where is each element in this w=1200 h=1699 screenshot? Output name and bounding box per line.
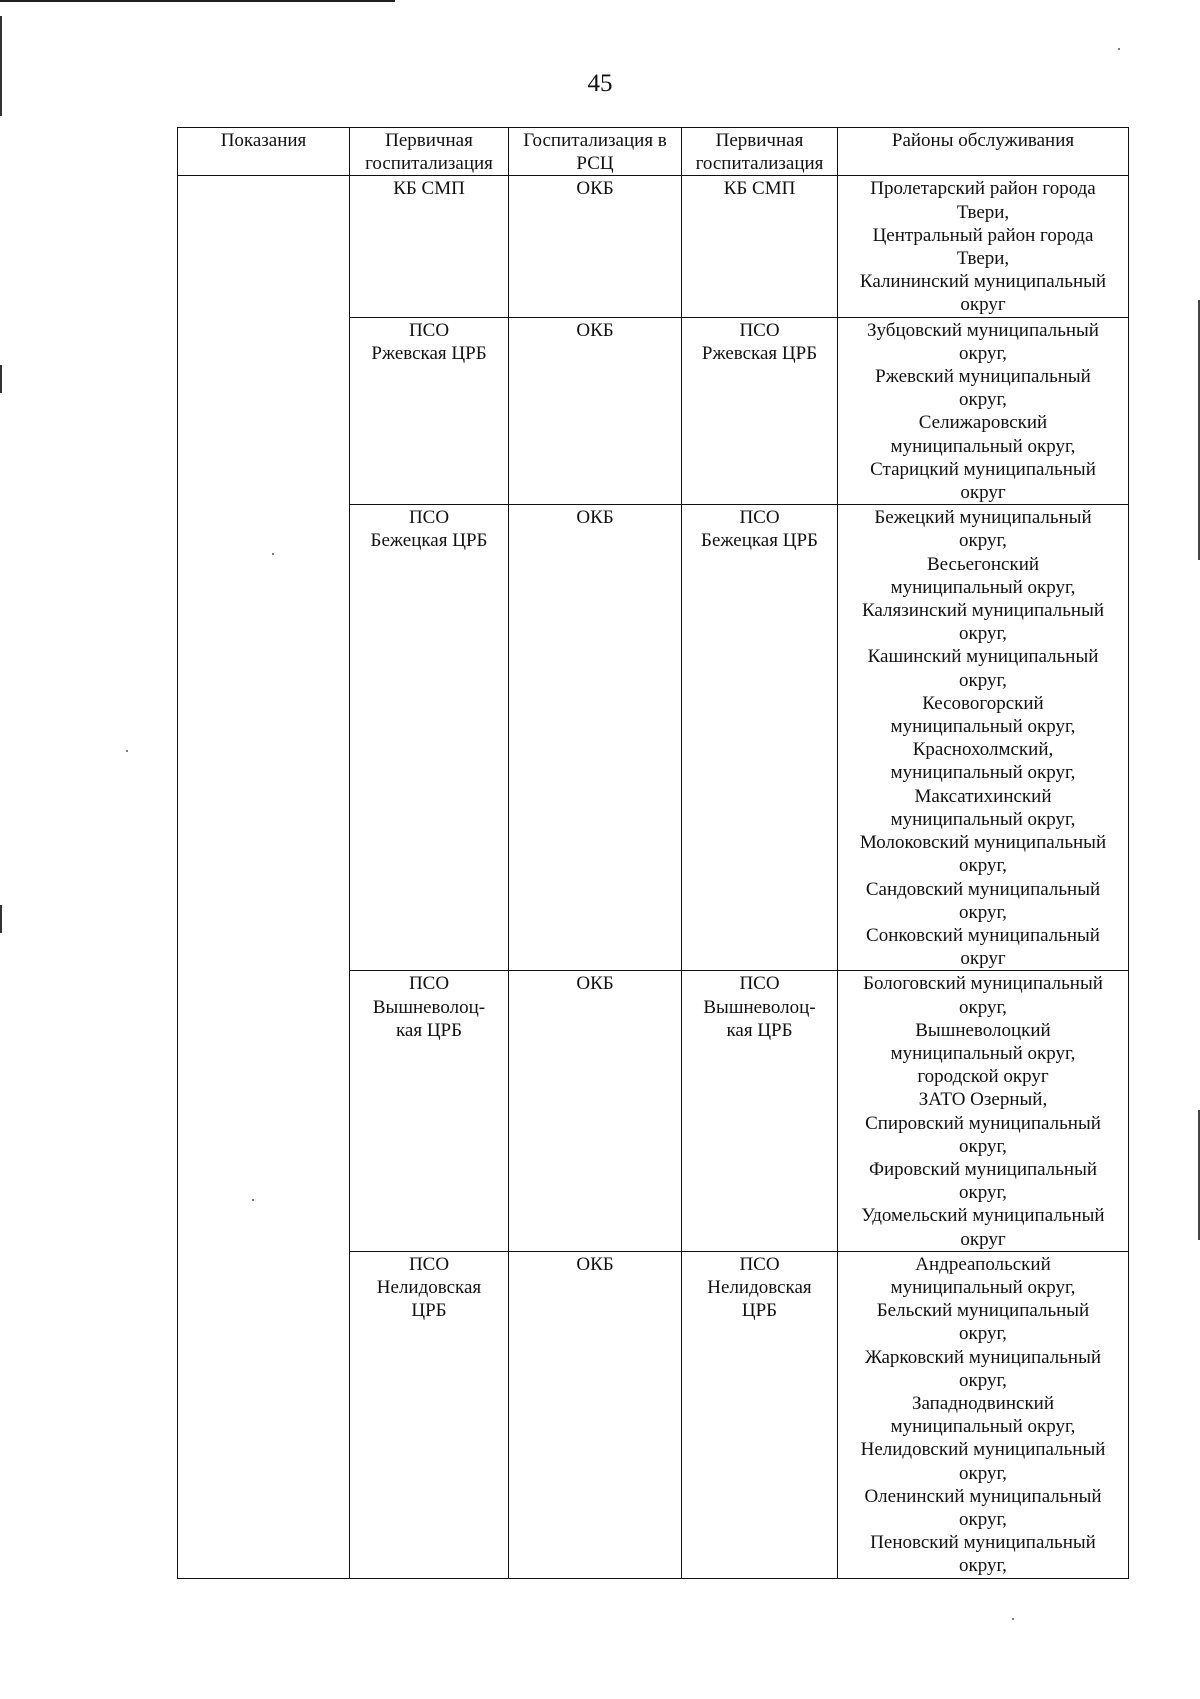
- page-number: 45: [587, 70, 613, 97]
- primary-cell-2: ПСО Бежецкая ЦРБ: [682, 505, 838, 971]
- primary-cell: ПСО Бежецкая ЦРБ: [350, 505, 509, 971]
- scan-dust: [126, 750, 128, 752]
- scan-dust: [1012, 1618, 1014, 1620]
- scan-artifact-left-edge: [0, 905, 2, 933]
- primary-cell-2: ПСО Вышневолоц- кая ЦРБ: [682, 971, 838, 1251]
- primary-cell-2: КБ СМП: [682, 176, 838, 317]
- primary-cell: КБ СМП: [350, 176, 509, 317]
- districts-cell: Зубцовский муниципальный округ, Ржевский муниципальный округ, Селижаровский муниципальный округ, Старицкий муниципальный округ: [838, 317, 1129, 505]
- scan-artifact-top-line: [0, 0, 395, 2]
- districts-cell: Бежецкий муниципальный округ, Весьегонский муниципальный округ, Калязинский муниципальный округ, Кашинский муниципальный округ, Кесовогорский муниципальный округ, Краснохолмский, муниципальный округ, Максатихинский муниципальный округ, Молоковский муниципальный округ, Сандовский муниципальный округ, Сонковский муниципальный округ: [838, 505, 1129, 971]
- rsc-cell: ОКБ: [509, 505, 682, 971]
- indication-cell: [178, 176, 350, 1578]
- primary-cell: ПСО Вышневолоц- кая ЦРБ: [350, 971, 509, 1251]
- header-indications: Показания: [178, 128, 350, 176]
- header-primary-hospitalization: Первичная госпитализация: [350, 128, 509, 176]
- table-row: [178, 176, 1129, 317]
- scan-artifact-left-edge: [0, 365, 2, 393]
- rsc-cell: ОКБ: [509, 1251, 682, 1578]
- districts-cell: Бологовский муниципальный округ, Вышневолоцкий муниципальный округ, городской округ ЗАТО Озерный, Спировский муниципальный округ, Фировский муниципальный округ, Удомельский муниципальный округ: [838, 971, 1129, 1251]
- header-primary-hospitalization-2: Первичная госпитализация: [682, 128, 838, 176]
- header-rsc-hospitalization: Госпитализация в РСЦ: [509, 128, 682, 176]
- rsc-cell: ОКБ: [509, 317, 682, 505]
- hospitalization-table: [177, 127, 1129, 1579]
- primary-cell: ПСО Нелидовская ЦРБ: [350, 1251, 509, 1578]
- districts-cell: Пролетарский район города Твери, Центральный район города Твери, Калининский муниципальный округ: [838, 176, 1129, 317]
- rsc-cell: ОКБ: [509, 971, 682, 1251]
- districts-cell: Андреапольский муниципальный округ, Бельский муниципальный округ, Жарковский муниципальный округ, Западнодвинский муниципальный округ, Нелидовский муниципальный округ, Оленинский муниципальный округ, Пеновский муниципальный округ,: [838, 1251, 1129, 1578]
- table-header-row: [178, 128, 1129, 176]
- scan-dust: [1118, 48, 1120, 50]
- scan-artifact-left-edge: [0, 16, 2, 116]
- primary-cell-2: ПСО Ржевская ЦРБ: [682, 317, 838, 505]
- rsc-cell: ОКБ: [509, 176, 682, 317]
- primary-cell: ПСО Ржевская ЦРБ: [350, 317, 509, 505]
- primary-cell-2: ПСО Нелидовская ЦРБ: [682, 1251, 838, 1578]
- header-service-districts: Районы обслуживания: [838, 128, 1129, 176]
